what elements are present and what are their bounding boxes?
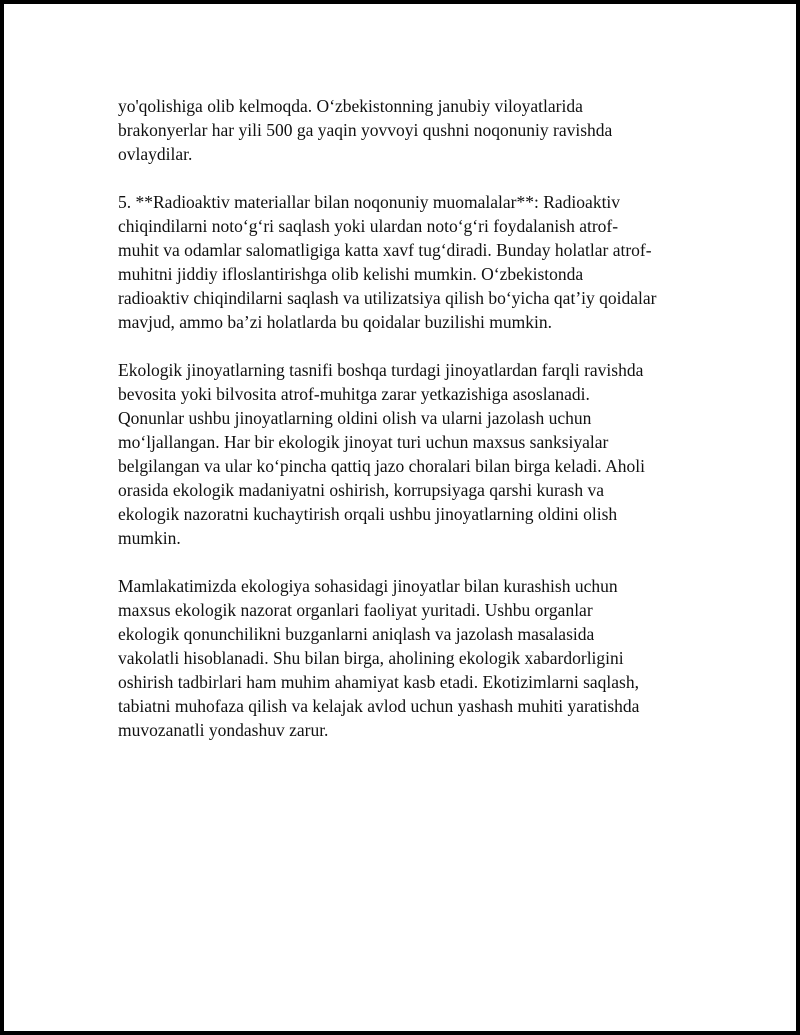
paragraph-radioactive-materials: 5. **Radioaktiv materiallar bilan noqonuniy muomalalar**: Radioaktiv chiqindilarni noto‘g‘ri saqlash yoki ulardan noto‘g‘ri foydalanish atrof- muhit va odamlar salomatligiga katta xavf tug‘diradi. Bunday holatlar atrof- muhitni jiddiy ifloslantirishga olib kelishi mumkin. O‘zbekistonda radioaktiv chiqindilarni saqlash va utilizatsiya qilish bo‘yicha qat’iy qoidalar mavjud, ammo ba’zi holatlarda bu qoidalar buzilishi mumkin. [118, 192, 657, 332]
paragraph-classification: Ekologik jinoyatlarning tasnifi boshqa turdagi jinoyatlardan farqli ravishda bevosita yoki bilvosita atrof-muhitga zarar yetkazishiga asoslanadi. Qonunlar ushbu jinoyatlarning oldini olish va ularni jazolash uchun mo‘ljallangan. Har bir ekologik jinoyat turi uchun maxsus sanksiyalar belgilangan va ular ko‘pincha qattiq jazo choralari bilan birga keladi. Aholi orasida ekologik madaniyatni oshirish, korrupsiyaga qarshi kurash va ekologik nazoratni kuchaytirish orqali ushbu jinoyatlarning oldini olish mumkin. [118, 360, 645, 548]
paragraph-poaching: yo'qolishiga olib kelmoqda. O‘zbekistonning janubiy viloyatlarida brakonyerlar har yili 500 ga yaqin yovvoyi qushni noqonuniy ravishda ovlaydilar. [118, 96, 613, 164]
document-body [118, 94, 708, 766]
paragraph-control-bodies: Mamlakatimizda ekologiya sohasidagi jinoyatlar bilan kurashish uchun maxsus ekologik nazorat organlari faoliyat yuritadi. Ushbu organlar ekologik qonunchilikni buzganlarni aniqlash va jazolash masalasida vakolatli hisoblanadi. Shu bilan birga, aholining ekologik xabardorligini oshirish tadbirlari ham muhim ahamiyat kasb etadi. Ekotizimlarni saqlash, tabiatni muhofaza qilish va kelajak avlod uchun yashash muhiti yaratishda muvozanatli yondashuv zarur. [118, 576, 640, 740]
